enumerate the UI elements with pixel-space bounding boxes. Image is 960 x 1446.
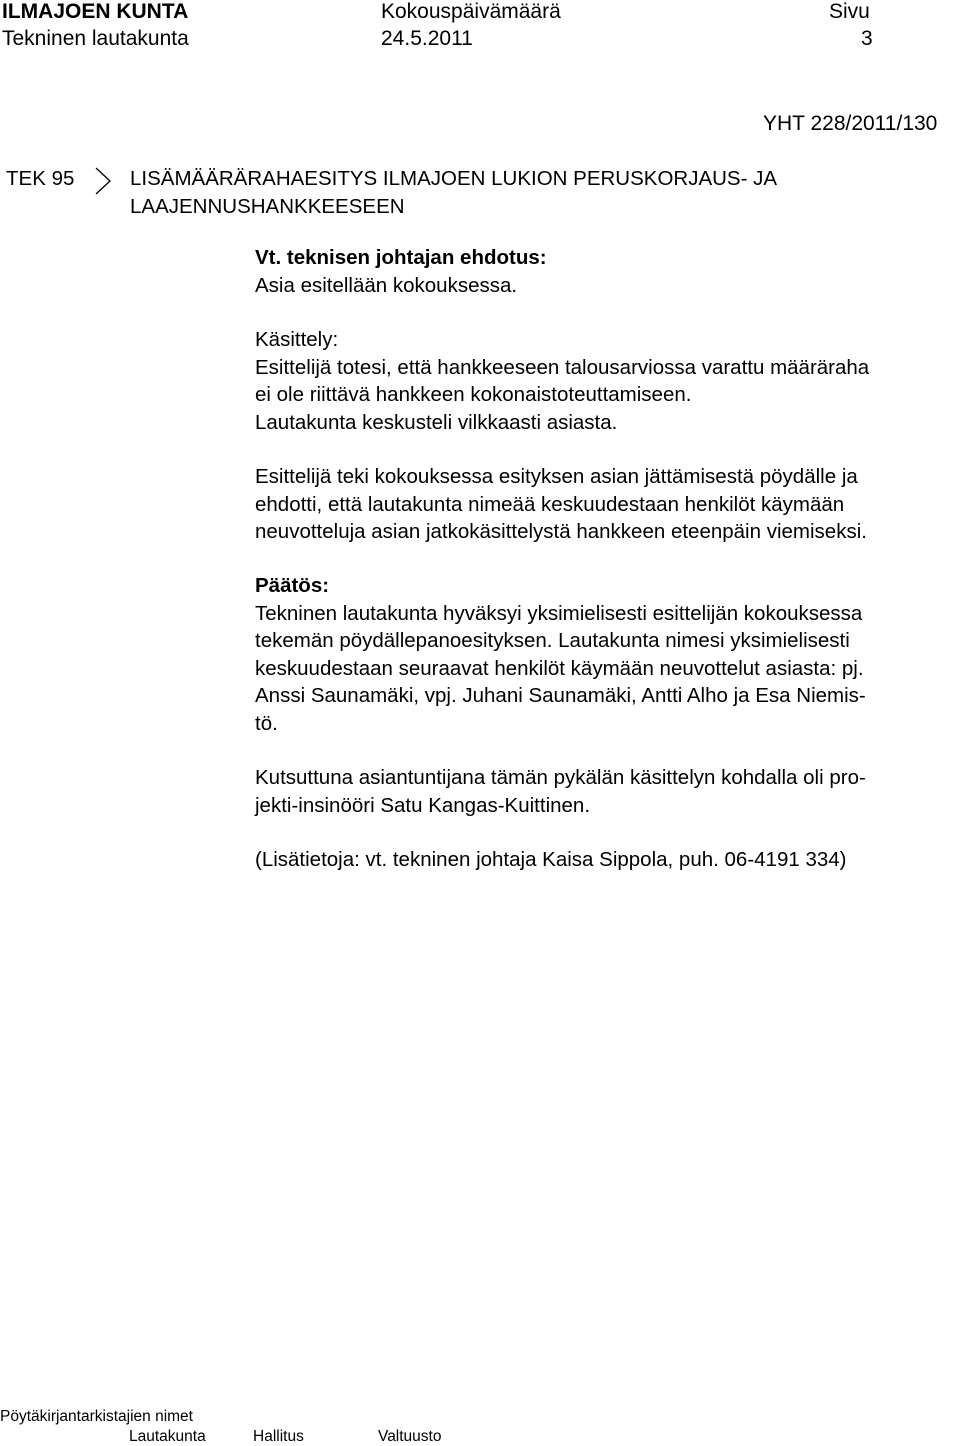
handling-line: ei ole riittävä hankkeen kokonaistoteuttamiseen. [255, 383, 692, 406]
proposal-heading: Vt. teknisen johtajan ehdotus: [255, 246, 547, 269]
presenter-proposal-line: Esittelijä teki kokouksessa esityksen asian jättämisestä pöydälle ja [255, 465, 858, 488]
section-sign-icon [94, 166, 112, 196]
decision-heading: Päätös: [255, 574, 330, 597]
page-label: Sivu [829, 0, 870, 23]
handling-line: Esittelijä totesi, että hankkeeseen talousarviossa varattu määräraha [255, 355, 870, 379]
handling-heading: Käsittely: [255, 328, 339, 351]
presenter-proposal-line: ehdotti, että lautakunta nimeää keskuudestaan henkilöt käymään [255, 492, 845, 516]
decision-line: tö. [255, 711, 278, 735]
distribution-item: Valtuusto [378, 1428, 442, 1445]
record-id: YHT 228/2011/130 [763, 112, 938, 135]
distribution-item: Hallitus [253, 1428, 304, 1445]
info-text: (Lisätietoja: vt. tekninen johtaja Kaisa Sippola, puh. 06-4191 334) [255, 848, 847, 871]
item-title-line: LAAJENNUSHANKKEESEEN [130, 194, 405, 218]
item-title-line: LISÄMÄÄRÄRAHAESITYS ILMAJOEN LUKION PERUSKORJAUS- JA [130, 167, 778, 190]
item-title [130, 165, 830, 220]
presenter-proposal-line: neuvotteluja asian jatkokäsittelystä hankkeen eteenpäin viemiseksi. [255, 520, 867, 543]
proposal-text: Asia esitellään kokouksessa. [255, 273, 518, 297]
meeting-date: 24.5.2011 [381, 27, 473, 50]
expert-section [255, 764, 955, 819]
section-code: TEK 95 [6, 167, 75, 190]
decision-line: keskuudestaan seuraavat henkilöt käymään neuvottelut asiasta: pj. [255, 656, 864, 680]
body-name: Tekninen lautakunta [2, 27, 189, 50]
decision-line: tekemän pöydällepanoesityksen. Lautakunta nimesi yksimielisesti [255, 629, 850, 652]
info-section [255, 846, 955, 874]
page-number: 3 [861, 27, 873, 50]
decision-line: Tekninen lautakunta hyväksyi yksimielisesti esittelijän kokouksessa [255, 601, 863, 625]
decision-line: Anssi Saunamäki, vpj. Juhani Saunamäki, Antti Alho ja Esa Niemis- [255, 684, 866, 707]
handling-section [255, 326, 955, 436]
checkers-label: Pöytäkirjantarkistajien nimet [0, 1408, 193, 1425]
org-name: ILMAJOEN KUNTA [2, 0, 189, 23]
handling-line: Lautakunta keskusteli vilkkaasti asiasta. [255, 410, 618, 434]
date-label: Kokouspäivämäärä [381, 0, 561, 23]
presenter-proposal-section [255, 463, 955, 546]
distribution-item: Lautakunta [129, 1428, 206, 1445]
expert-line: jekti-insinööri Satu Kangas-Kuittinen. [255, 793, 591, 817]
decision-section [255, 572, 955, 737]
proposal-section [255, 244, 955, 299]
expert-line: Kutsuttuna asiantuntijana tämän pykälän käsittelyn kohdalla oli pro- [255, 766, 866, 789]
